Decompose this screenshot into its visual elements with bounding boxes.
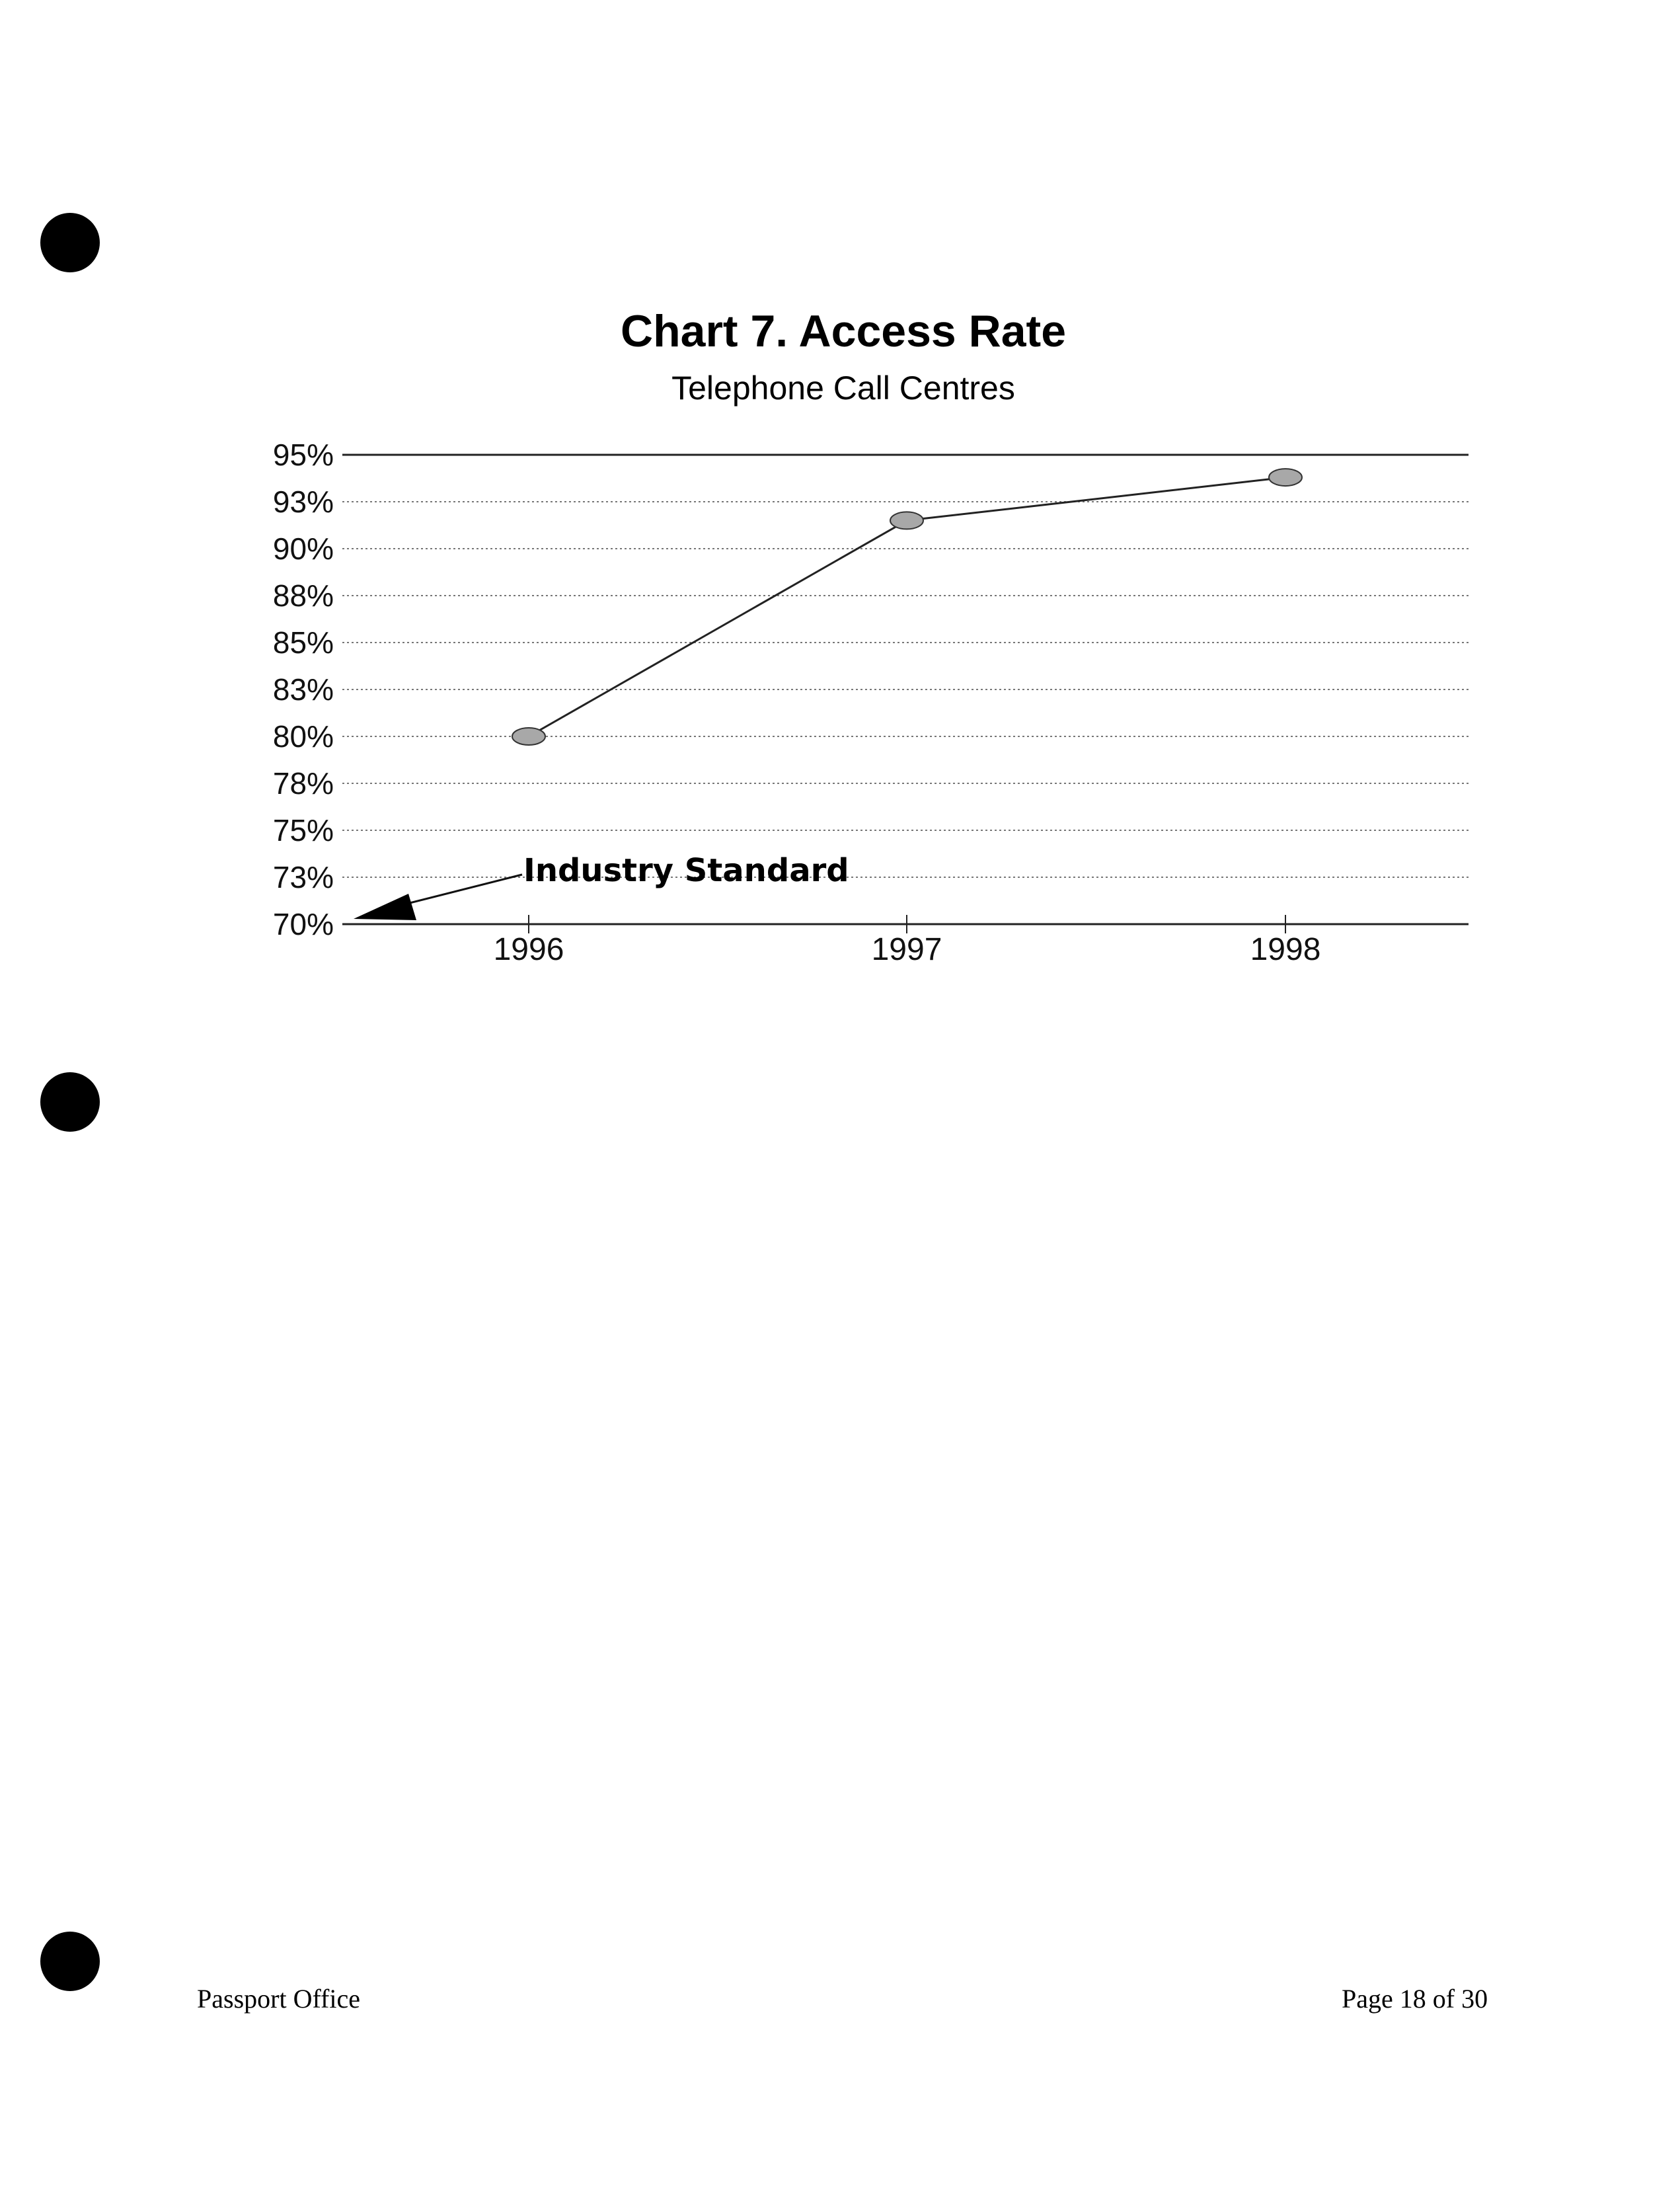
y-tick-label: 75% (272, 813, 334, 847)
chart-subtitle: Telephone Call Centres (671, 370, 1015, 407)
y-tick-label: 73% (272, 860, 334, 894)
x-tick-label: 1997 (871, 932, 942, 967)
y-tick-label: 78% (272, 766, 334, 801)
data-point (1269, 469, 1302, 486)
footer-right: Page 18 of 30 (1342, 1984, 1488, 2014)
y-tick-label: 90% (272, 531, 334, 566)
y-tick-label: 85% (272, 625, 334, 660)
chart-title: Chart 7. Access Rate (620, 306, 1067, 356)
footer-left: Passport Office (197, 1984, 360, 2014)
y-tick-label: 88% (272, 578, 334, 613)
y-tick-label: 70% (272, 907, 334, 941)
annotation-label: Industry Standard (523, 852, 849, 889)
data-point (512, 728, 545, 745)
y-tick-label: 80% (272, 719, 334, 754)
annotation-arrowhead (354, 894, 416, 920)
x-tick-label: 1996 (493, 932, 564, 967)
y-tick-label: 95% (272, 438, 334, 472)
y-tick-label: 93% (272, 485, 334, 519)
x-tick-label: 1998 (1250, 932, 1321, 967)
y-tick-label: 83% (272, 672, 334, 707)
annotation-leader-line (397, 875, 522, 906)
data-point (890, 512, 923, 529)
